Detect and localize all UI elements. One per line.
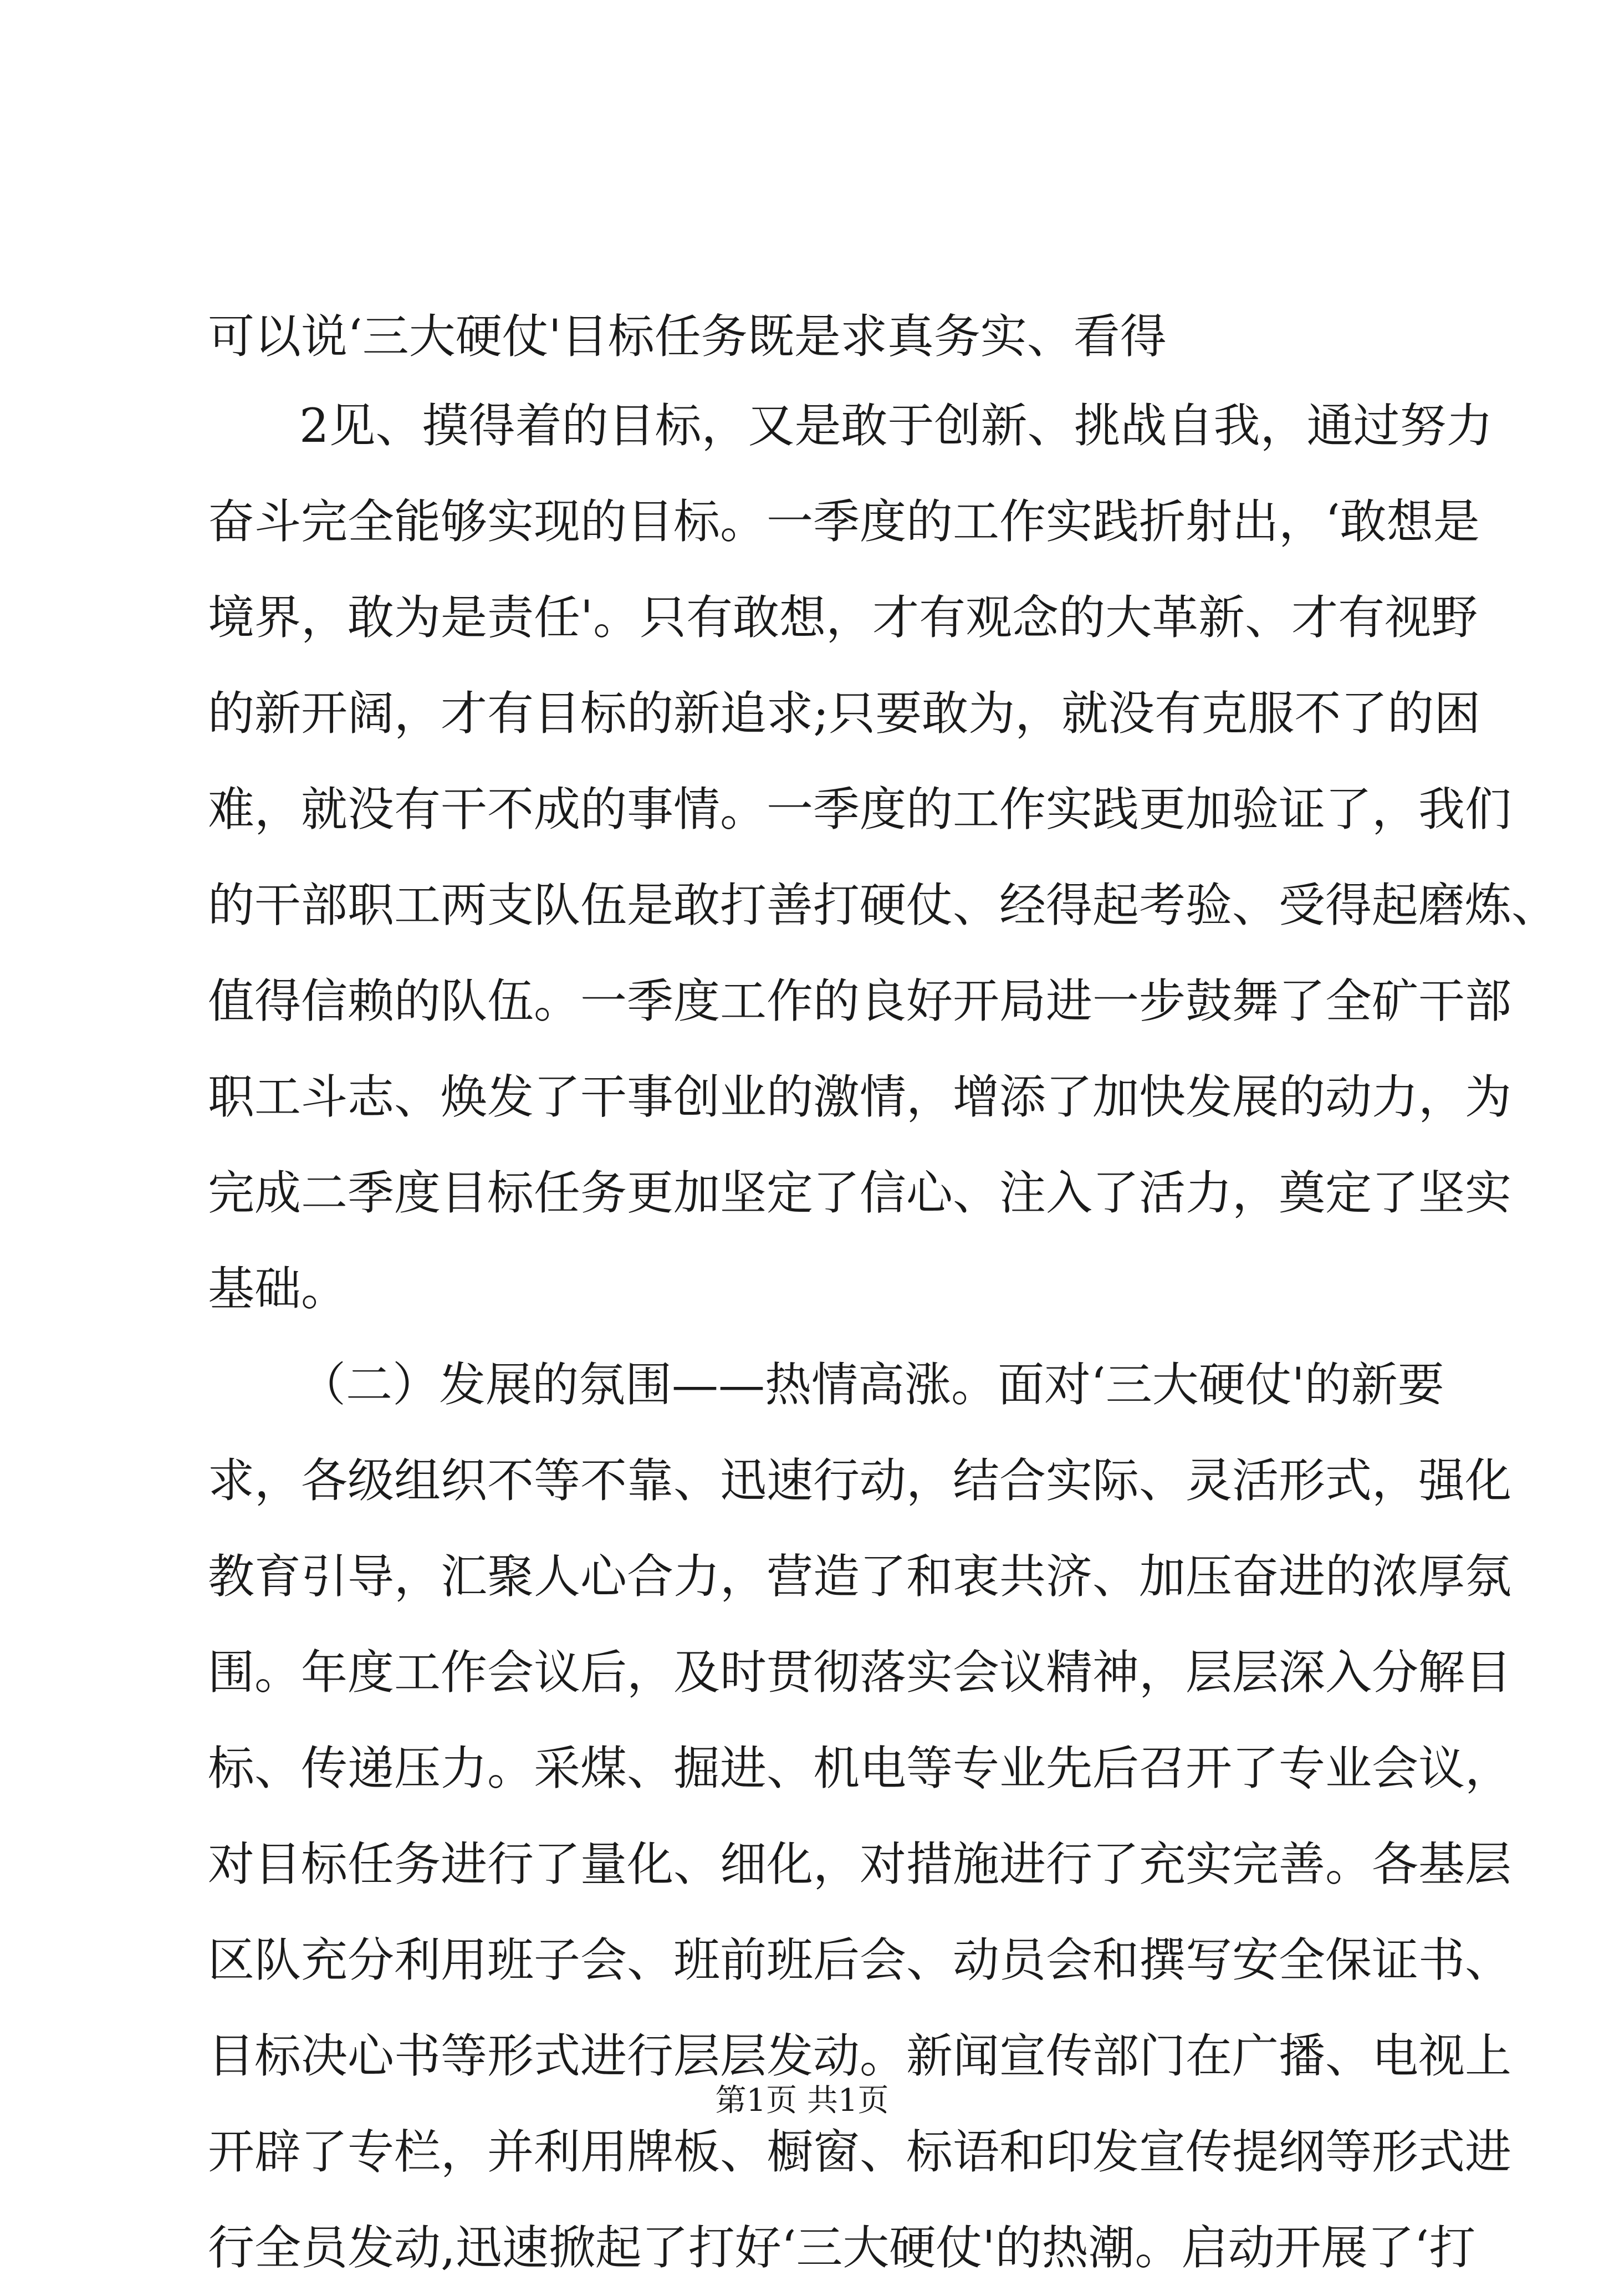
text-line: 2见、摸得着的目标，又是敢于创新、挑战自我，通过努力 <box>299 399 1493 453</box>
text-line: 奋斗完全能够实现的目标。一季度的工作实践折射出，‘敢想是 <box>208 494 1480 549</box>
text-line: 对目标任务进行了量化、细化，对措施进行了充实完善。各基层 <box>208 1837 1512 1891</box>
text-line: 的新开阔，才有目标的新追求;只要敢为，就没有克服不了的困 <box>208 686 1481 741</box>
text-line: 围。年度工作会议后，及时贯彻落实会议精神，层层深入分解目 <box>208 1645 1512 1700</box>
text-line: 难，就没有干不成的事情。一季度的工作实践更加验证了，我们 <box>208 782 1512 836</box>
page-number-label: 第1页 共1页 <box>715 2083 889 2119</box>
text-line: 开辟了专栏，并利用牌板、橱窗、标语和印发宣传提纲等形式进 <box>208 2125 1512 2179</box>
text-line: 值得信赖的队伍。一季度工作的良好开局进一步鼓舞了全矿干部 <box>208 974 1512 1028</box>
text-line: 完成二季度目标任务更加坚定了信心、注入了活力，奠定了坚实 <box>208 1166 1512 1220</box>
text-line: 求，各级组织不等不靠、迅速行动，结合实际、灵活形式，强化 <box>208 1453 1512 1508</box>
page-footer <box>0 2081 1604 2120</box>
text-line: 基础。 <box>208 1262 348 1316</box>
body-text <box>208 295 1559 2296</box>
text-line: 区队充分利用班子会、班前班后会、动员会和撰写安全保证书、 <box>208 1933 1512 1987</box>
text-line: （二）发展的氛围——热情高涨。面对‘三大硬仗'的新要 <box>299 1358 1444 1412</box>
text-line: 行全员发动,迅速掀起了打好‘三大硬仗'的热潮。启动开展了‘打 <box>208 2221 1476 2275</box>
text-line: 可以说‘三大硬仗'目标任务既是求真务实、看得 <box>208 309 1167 364</box>
text-line: 职工斗志、焕发了干事创业的激情，增添了加快发展的动力，为 <box>208 1070 1512 1124</box>
text-line: 目标决心书等形式进行层层发动。新闻宣传部门在广播、电视上 <box>208 2029 1512 2083</box>
text-line: 标、传递压力。采煤、掘进、机电等专业先后召开了专业会议， <box>208 1741 1512 1795</box>
text-line: 境界，敢为是责任'。只有敢想，才有观念的大革新、才有视野 <box>208 590 1478 645</box>
text-line: 的干部职工两支队伍是敢打善打硬仗、经得起考验、受得起磨炼、 <box>208 878 1559 932</box>
text-line: 教育引导，汇聚人心合力，营造了和衷共济、加压奋进的浓厚氛 <box>208 1549 1512 1604</box>
